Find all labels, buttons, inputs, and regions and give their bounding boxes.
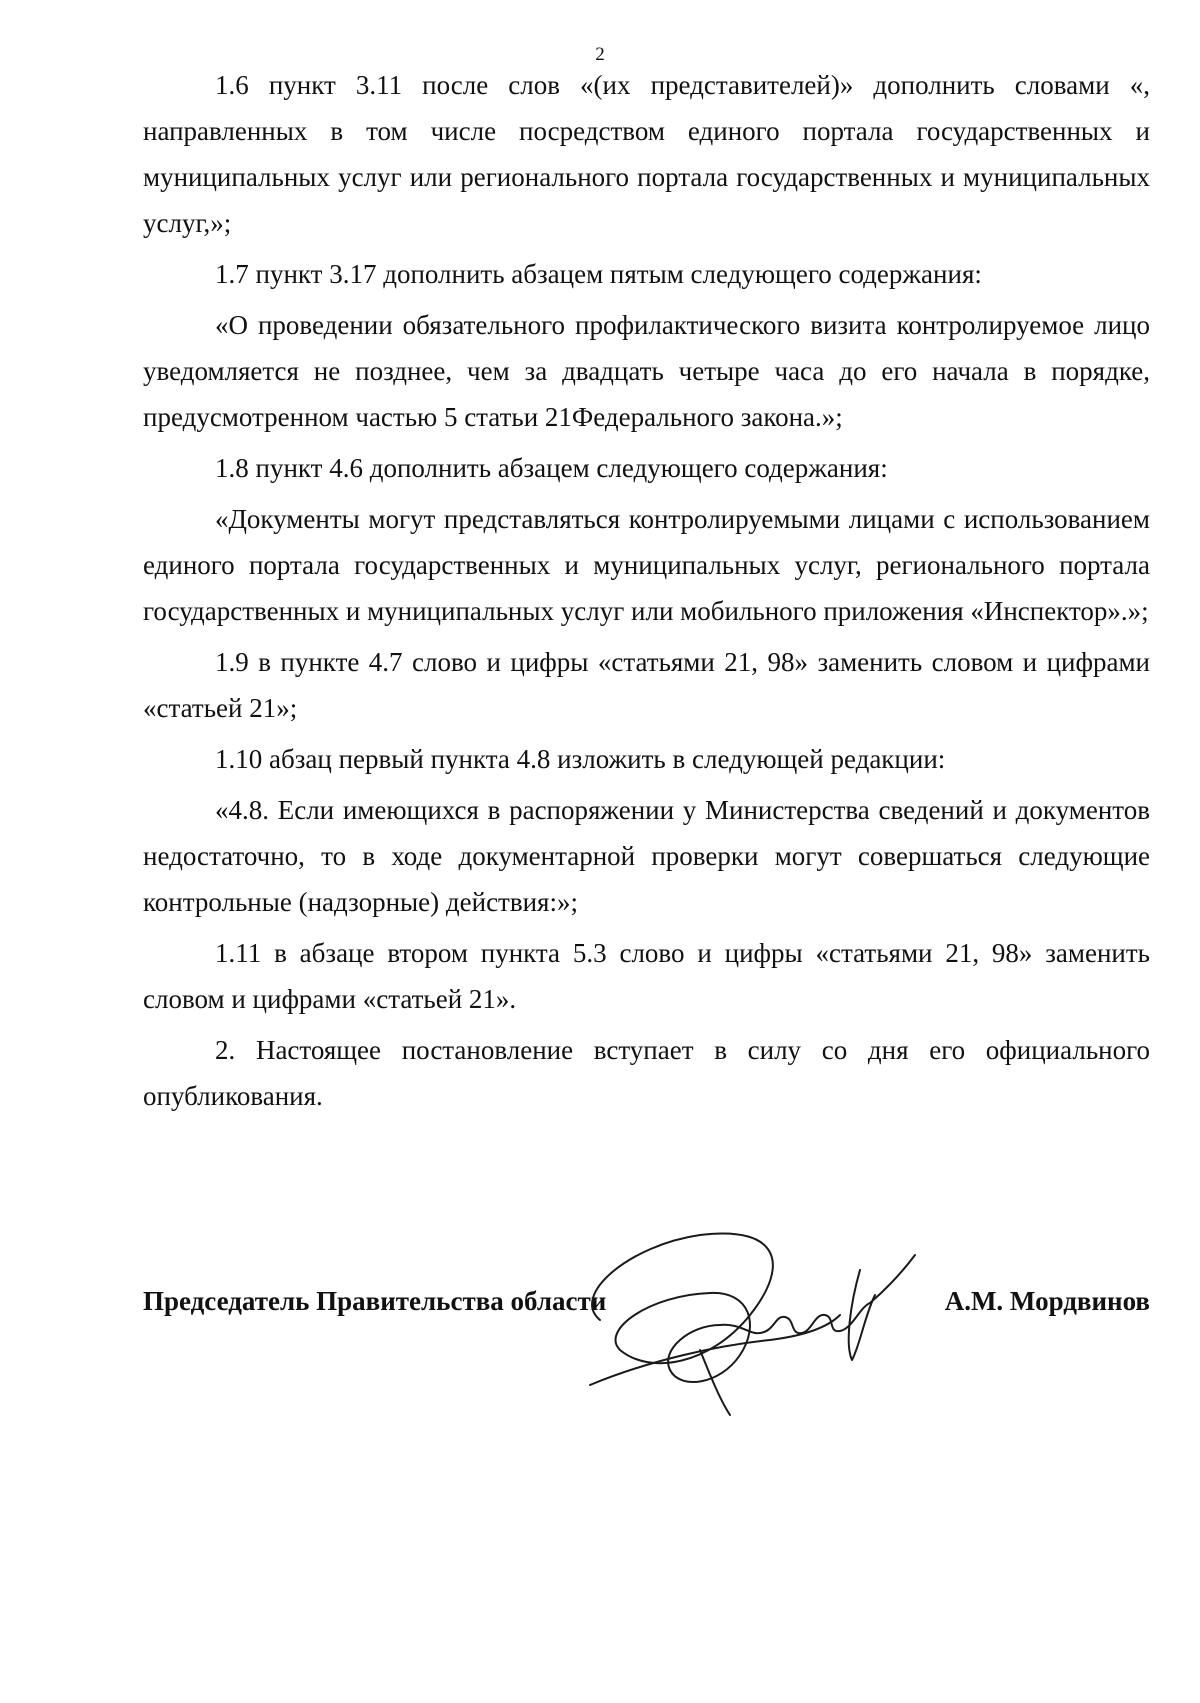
- paragraph-1-7: 1.7 пункт 3.17 дополнить абзацем пятым следующего содержания:: [215, 259, 982, 289]
- paragraph-1-8: 1.8 пункт 4.6 дополнить абзацем следующего содержания:: [215, 453, 888, 483]
- paragraph-1-6: 1.6 пункт 3.11 после слов «(их представителей)» дополнить словами «, направленных в том числе посредством единого портала государственных и муниципальных услуг или регионального портала государственных и муниципальных услуг,»;: [143, 70, 1150, 238]
- paragraph-1-11: 1.11 в абзаце втором пункта 5.3 слово и цифры «статьями 21, 98» заменить словом и цифрами «статьей 21».: [143, 938, 1150, 1014]
- paragraph-2: 2. Настоящее постановление вступает в силу со дня его официального опубликования.: [143, 1035, 1150, 1111]
- handwritten-signature: [560, 1175, 960, 1435]
- paragraph-1-10-quote: «4.8. Если имеющихся в распоряжении у Министерства сведений и документов недостаточно, то в ходе документарной проверки могут совершаться следующие контрольные (надзорные) действия:»;: [143, 795, 1150, 917]
- paragraph-1-10: 1.10 абзац первый пункта 4.8 изложить в следующей редакции:: [215, 744, 946, 774]
- paragraph-1-7-quote: «О проведении обязательного профилактического визита контролируемое лицо уведомляется не позднее, чем за двадцать четыре часа до его начала в порядке, предусмотренном частью 5 статьи 21Федерального закона.»;: [143, 310, 1150, 432]
- signatory-position: Председатель Правительства области: [143, 1286, 607, 1316]
- signatory-name: А.М. Мордвинов: [944, 1286, 1150, 1316]
- page-number: 2: [595, 44, 605, 65]
- paragraph-1-9: 1.9 в пункте 4.7 слово и цифры «статьями 21, 98» заменить словом и цифрами «статьей 21»;: [143, 647, 1150, 723]
- document-body: [143, 62, 1150, 1124]
- paragraph-1-8-quote: «Документы могут представляться контролируемыми лицами с использованием единого портала государственных и муниципальных услуг, регионального портала государственных и муниципальных услуг или мобильного приложения «Инспектор».»;: [143, 504, 1150, 626]
